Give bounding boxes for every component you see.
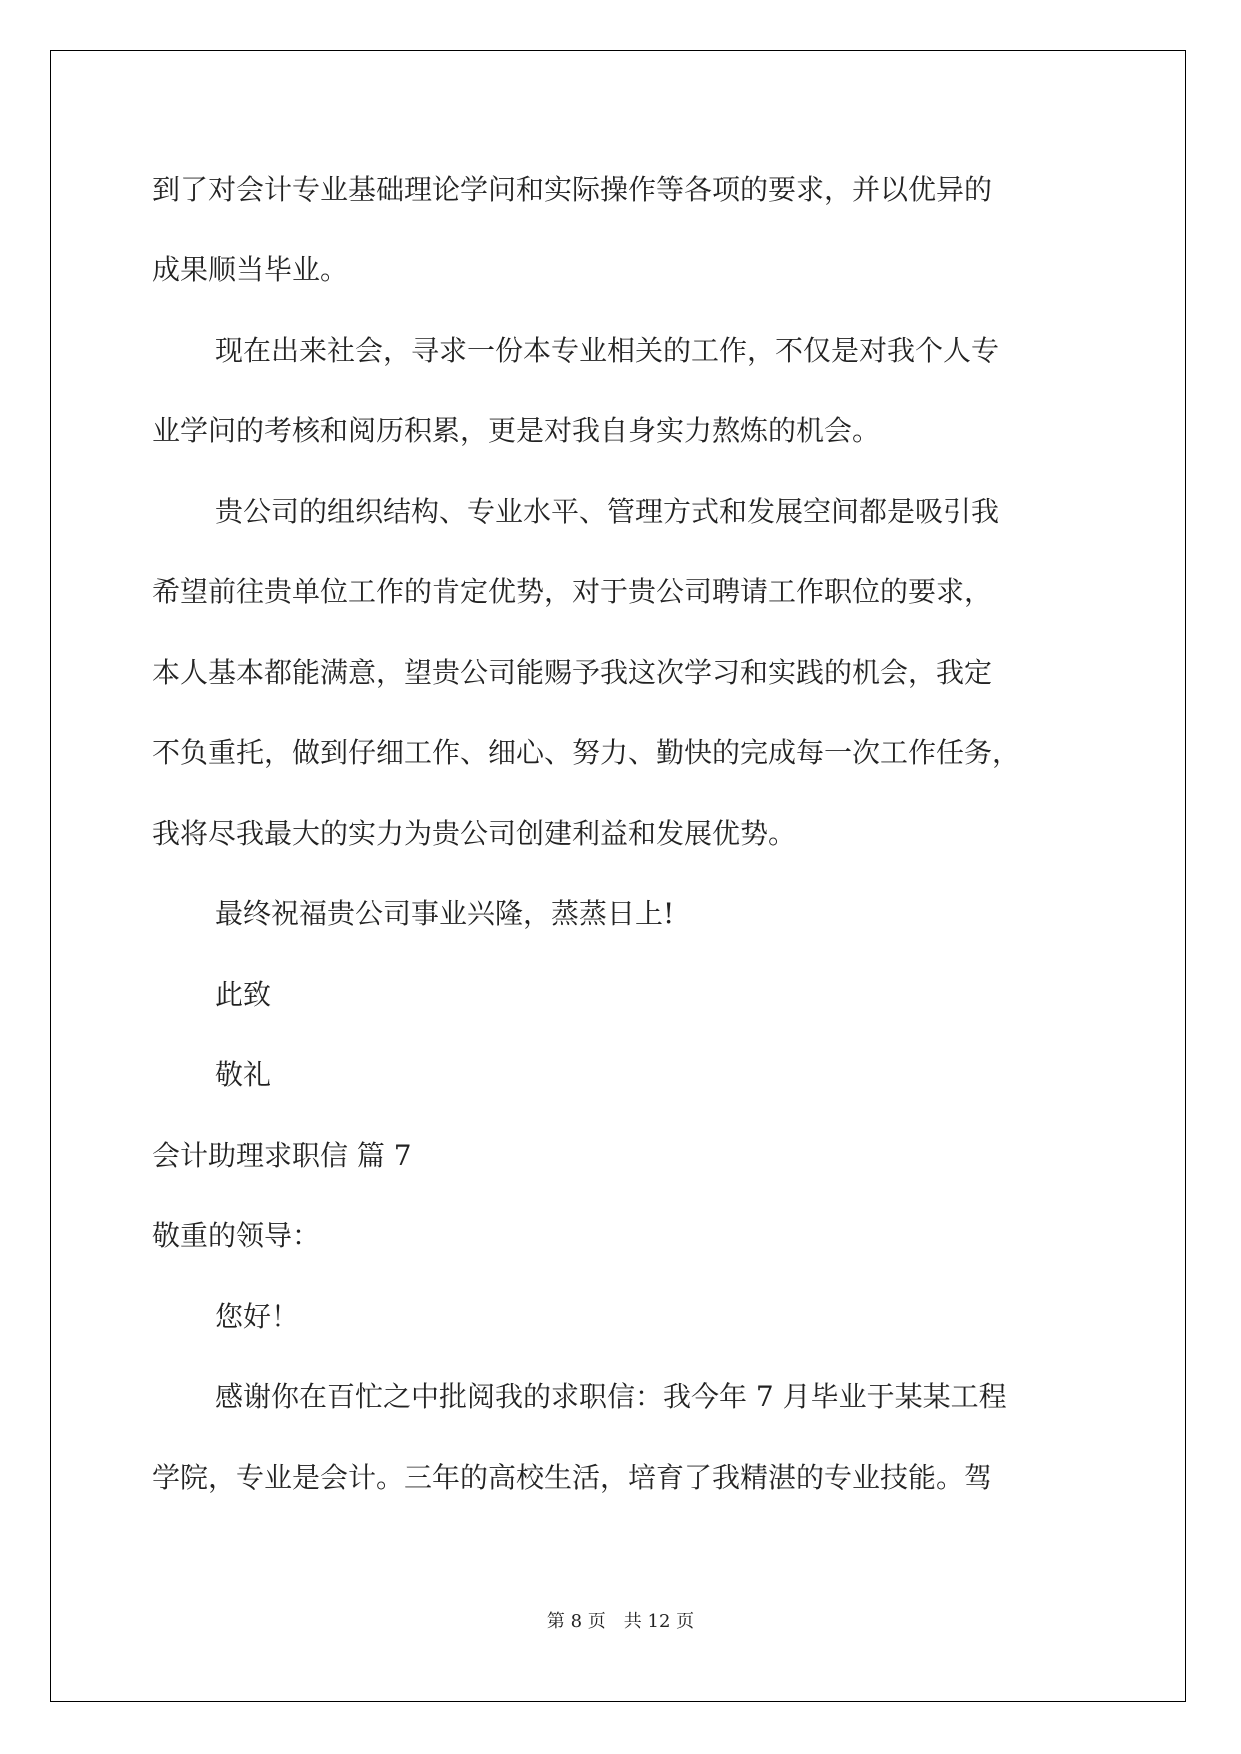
text-line: 我将尽我最大的实力为贵公司创建利益和发展优势。 (152, 817, 797, 850)
closing-regards: 敬礼 (215, 1058, 272, 1091)
text-line: 成果顺当毕业。 (152, 253, 349, 286)
text-line: 贵公司的组织结构、专业水平、管理方式和发展空间都是吸引我 (215, 495, 1000, 528)
text-line: 业学问的考核和阅历积累，更是对我自身实力熬炼的机会。 (152, 414, 881, 447)
greeting: 您好！ (215, 1300, 300, 1333)
section-heading: 会计助理求职信 篇 7 (152, 1139, 412, 1172)
text-line: 不负重托，做到仔细工作、细心、努力、勤快的完成每一次工作任务， (152, 736, 1021, 769)
page-footer: 第 8 页 共 12 页 (546, 1611, 695, 1632)
text-line: 现在出来社会，寻求一份本专业相关的工作，不仅是对我个人专 (215, 334, 1000, 367)
text-line: 学院，专业是会计。三年的高校生活，培育了我精湛的专业技能。驾 (152, 1461, 993, 1494)
text-line: 最终祝福贵公司事业兴隆，蒸蒸日上! (215, 897, 675, 930)
text-line: 感谢你在百忙之中批阅我的求职信：我今年 7 月毕业于某某工程 (215, 1380, 1007, 1413)
text-line: 到了对会计专业基础理论学问和实际操作等各项的要求，并以优异的 (152, 173, 993, 206)
text-line: 本人基本都能满意，望贵公司能赐予我这次学习和实践的机会，我定 (152, 656, 993, 689)
text-line: 希望前往贵单位工作的肯定优势，对于贵公司聘请工作职位的要求， (152, 575, 993, 608)
closing-salutation: 此致 (215, 978, 272, 1011)
page-border (50, 50, 1186, 1702)
greeting-recipient: 敬重的领导： (152, 1219, 321, 1252)
